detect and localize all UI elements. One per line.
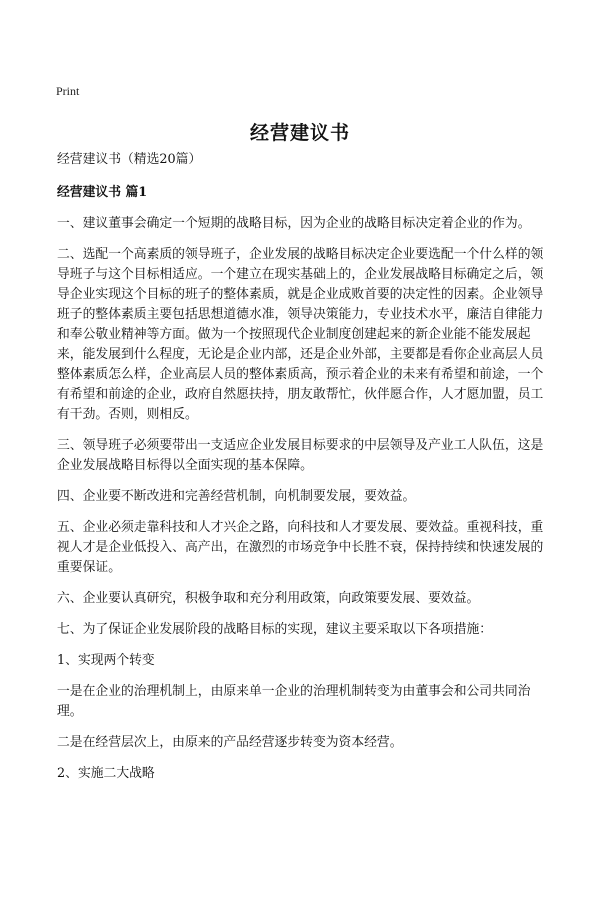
print-label: Print xyxy=(56,84,80,98)
paragraph-4: 四、企业要不断改进和完善经营机制，向机制要发展，要效益。 xyxy=(57,489,416,504)
section-title: 经营建议书 篇1 xyxy=(57,185,148,200)
list-heading-1: 1、实现两个转变 xyxy=(57,653,155,668)
paragraph-5: 五、企业必须走靠科技和人才兴企之路，向科技和人才要发展、要效益。重视科技，重视人才是企业低投入、高产出，在激烈的市场竞争中长胜不衰，保持持续和快速发展的重要保证。 xyxy=(57,520,544,575)
paragraph-1: 一、建议董事会确定一个短期的战略目标，因为企业的战略目标决定着企业的作为。 xyxy=(57,216,531,231)
document-body xyxy=(57,150,549,795)
document-title: 经营建议书 xyxy=(249,122,350,144)
paragraph-8: 一是在企业的治理机制上，由原来单一企业的治理机制转变为由董事会和公司共同治理。 xyxy=(57,684,531,719)
paragraph-2: 二、选配一个高素质的领导班子，企业发展的战略目标决定企业要选配一个什么样的领导班子与这个目标相适应。一个建立在现实基础上的，企业发展战略目标确定之后，领导企业实现这个目标的班子的整体素质，就是企业成败首要的决定性的因素。企业领导班子的整体素质主要包括思想道德水准，领导决策能力，专业技术水平，廉洁自律能力和奉公敬业精神等方面。做为一个按照现代企业制度创建起来的新企业能不能发展起来，能发展到什么程度，无论是企业内部，还是企业外部，主要都是看你企业高层人员整体素质怎么样，企业高层人员的整体素质高，预示着企业的未来有希望和前途，一个有希望和前途的企业，政府自然愿扶持，朋友敢帮忙，伙伴愿合作，人才愿加盟，员工有干劲。否则，则相反。 xyxy=(57,247,544,422)
list-heading-2: 2、实施二大战略 xyxy=(57,766,155,781)
paragraph-7: 七、为了保证企业发展阶段的战略目标的实现，建议主要采取以下各项措施： xyxy=(57,622,493,637)
paragraph-6: 六、企业要认真研究，积极争取和充分利用政策，向政策要发展、要效益。 xyxy=(57,591,480,606)
paragraph-3: 三、领导班子必须要带出一支适应企业发展目标要求的中层领导及产业工人队伍，这是企业发展战略目标得以全面实现的基本保障。 xyxy=(57,438,544,473)
paragraph-9: 二是在经营层次上，由原来的产品经营逐步转变为资本经营。 xyxy=(57,735,403,750)
document-subtitle: 经营建议书（精选20篇） xyxy=(57,152,202,167)
